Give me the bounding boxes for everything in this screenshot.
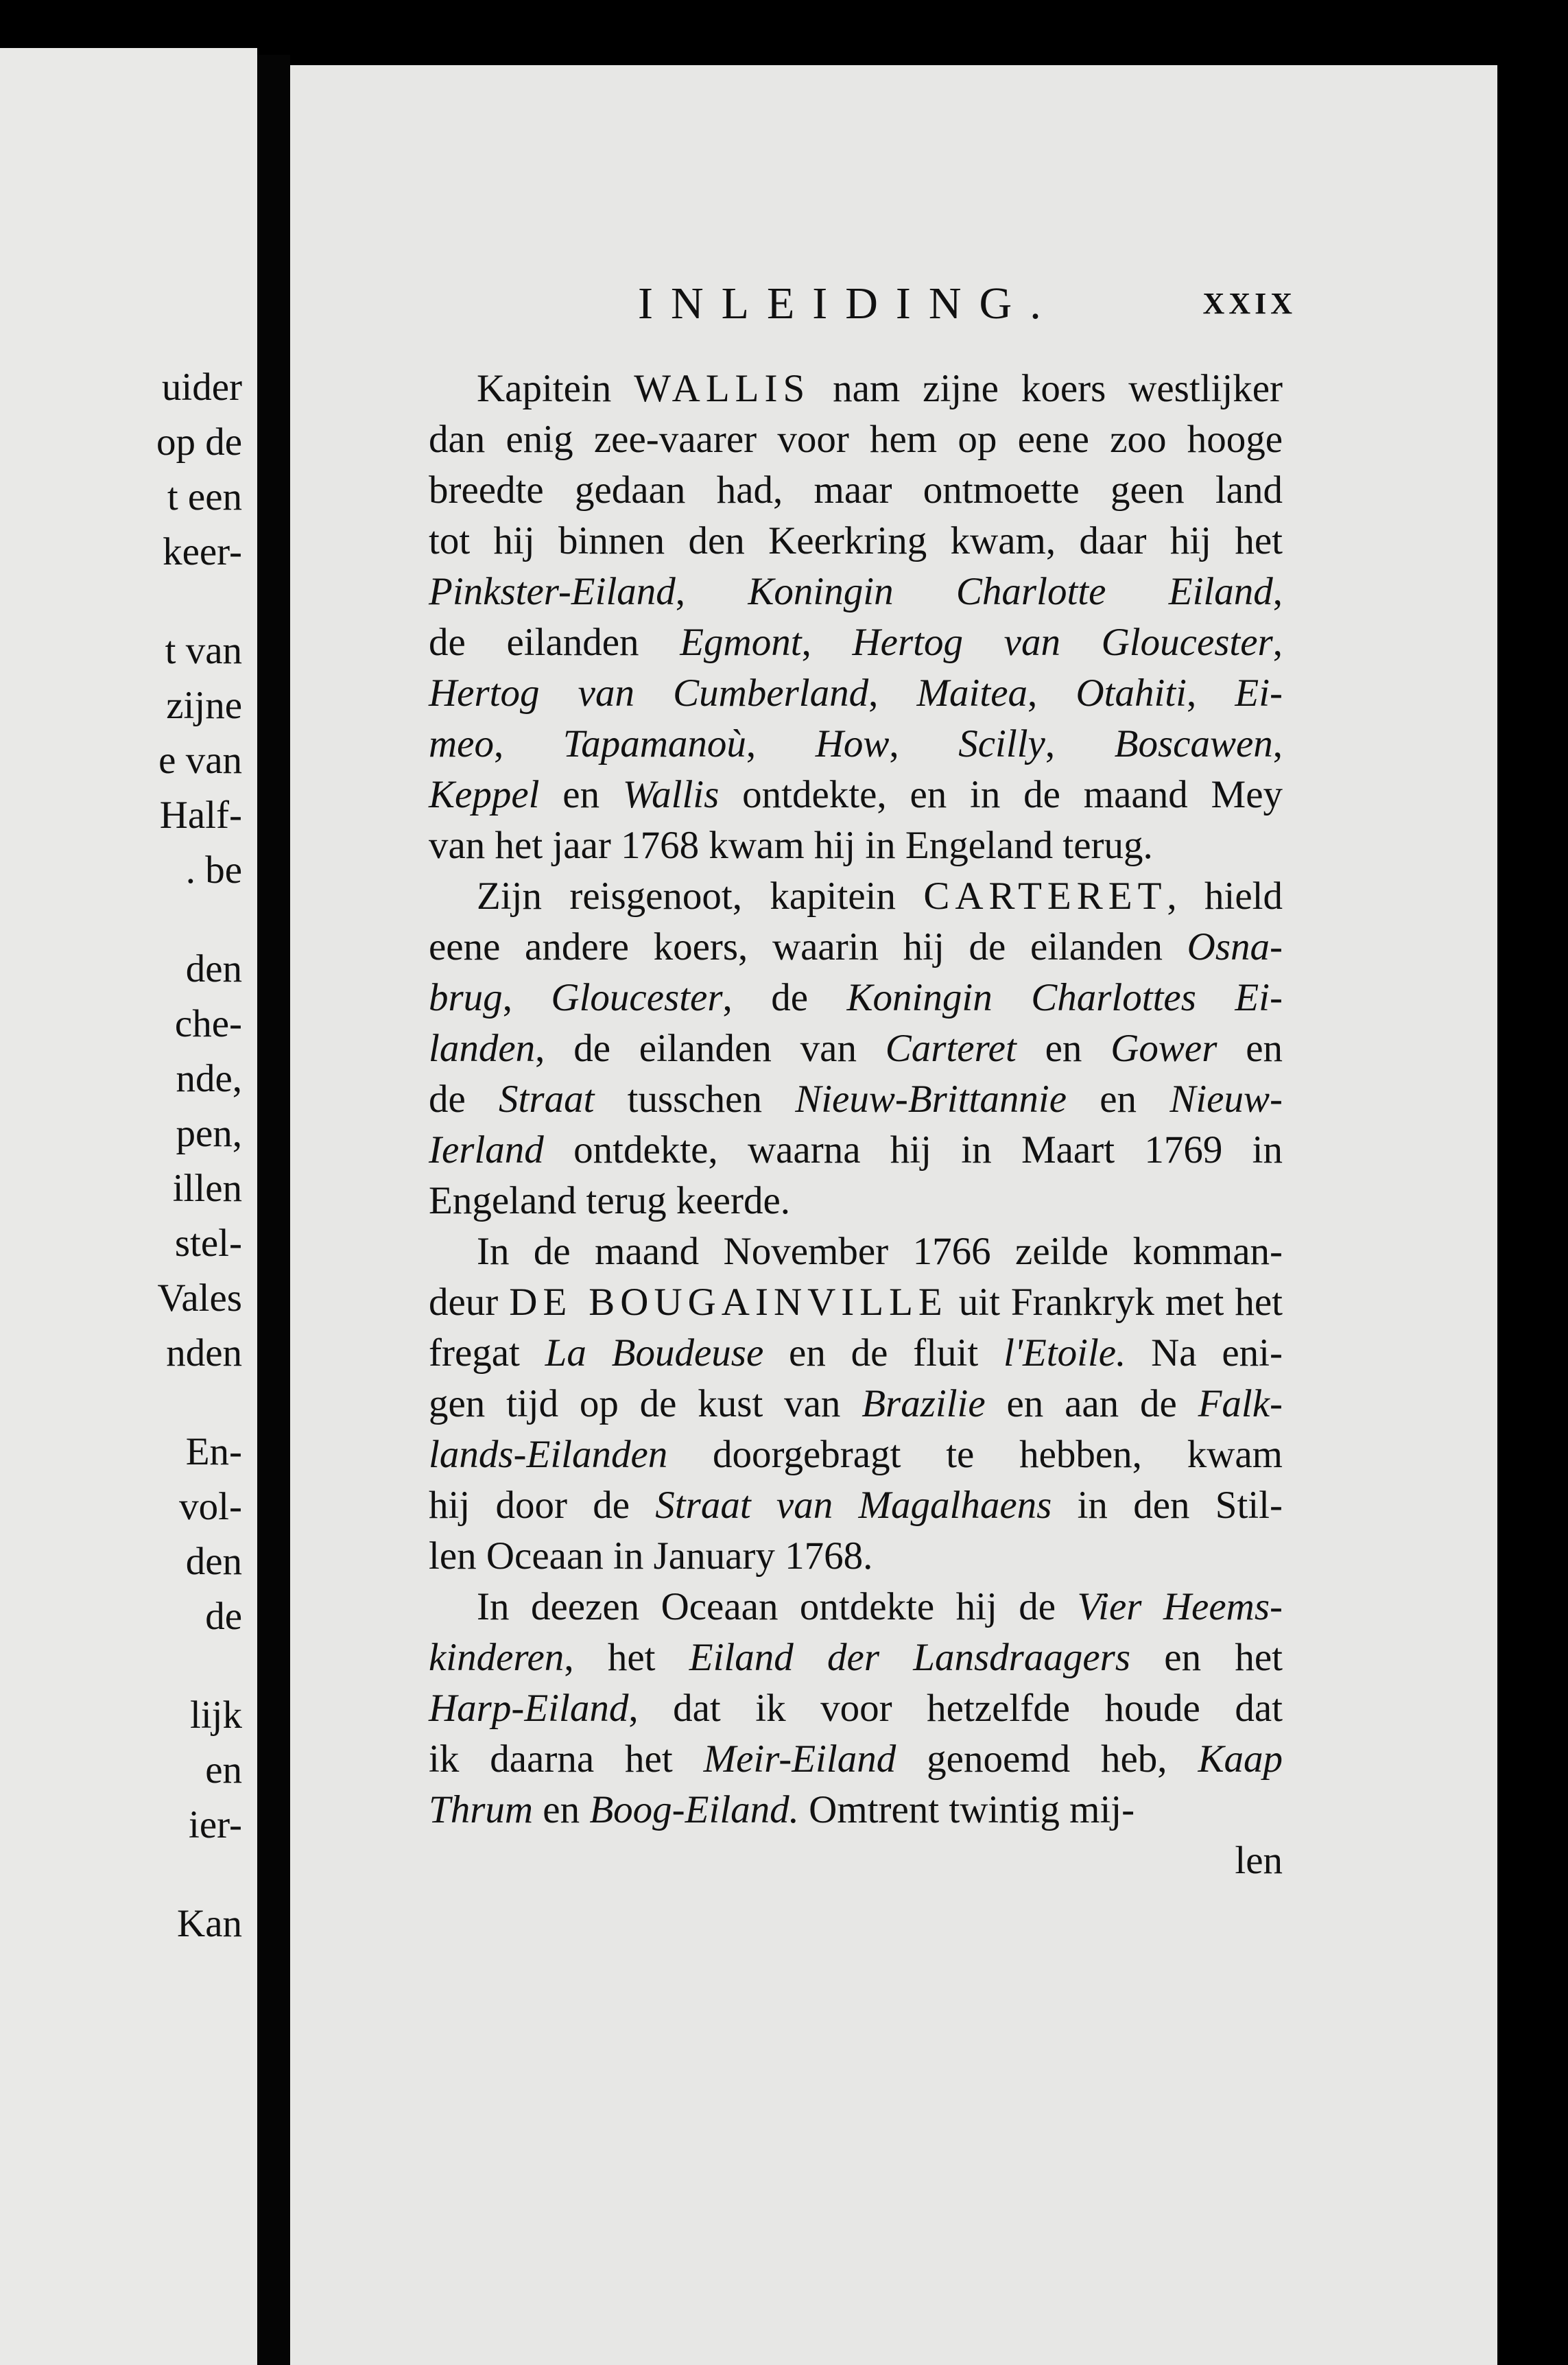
text-segment: en de fluit — [763, 1331, 1003, 1375]
text-segment: en — [1016, 1027, 1111, 1070]
text-segment: Omtrent twintig mij- — [798, 1788, 1135, 1831]
text-line — [429, 1125, 1283, 1176]
italic-text: lands-Eilanden — [429, 1433, 668, 1476]
left-page-line: t een — [167, 475, 242, 519]
italic-text: Koningin Charlotte Eiland — [748, 570, 1273, 613]
text-segment: , — [493, 722, 563, 765]
left-page-line: stel- — [174, 1222, 242, 1265]
left-page-line — [156, 1644, 242, 1688]
italic-text: Pinkster-Eiland — [429, 570, 676, 613]
italic-text: l'Etoile. — [1003, 1331, 1126, 1375]
text-segment: , — [1272, 570, 1283, 613]
text-line — [429, 1328, 1283, 1379]
text-segment: en het — [1130, 1636, 1283, 1679]
italic-text: kinderen — [429, 1636, 565, 1679]
left-page-line: Half- — [159, 794, 242, 837]
left-page-line: de — [205, 1595, 242, 1638]
text-segment: doorgebragt te hebben, kwam — [667, 1433, 1283, 1476]
text-segment: genoemd heb, — [896, 1737, 1198, 1781]
text-line — [429, 871, 1283, 922]
italic-text: Wallis — [622, 773, 720, 816]
italic-text: Koningin Charlottes Ei- — [846, 976, 1283, 1019]
italic-text: Maitea — [916, 672, 1028, 715]
italic-text: Harp-Eiland — [429, 1687, 629, 1730]
left-page-line — [156, 1381, 242, 1425]
left-page-line — [156, 1853, 242, 1897]
text-segment: , — [1272, 722, 1283, 765]
text-line — [429, 719, 1283, 770]
left-page-line: den — [185, 1540, 242, 1583]
italic-text: brug — [429, 976, 503, 1019]
text-segment: Engeland terug keerde. — [429, 1179, 790, 1222]
italic-text: Nieuw-Brittannie — [795, 1078, 1067, 1121]
italic-text: Ei- — [1235, 672, 1283, 715]
text-segment: Na eni- — [1126, 1331, 1283, 1375]
small-caps-name: WALLIS — [634, 367, 811, 410]
text-segment: , — [801, 621, 853, 664]
text-line — [429, 973, 1283, 1023]
left-page-text — [156, 360, 242, 1951]
italic-text: meo — [429, 722, 494, 765]
text-segment: dan enig zee-vaarer voor hem op eene zoo hooge — [429, 418, 1283, 461]
running-head-title: INLEIDING. — [638, 278, 1059, 329]
italic-text: Carteret — [885, 1027, 1017, 1070]
text-segment: de eilanden — [429, 621, 680, 664]
left-page-line: lijk — [189, 1693, 242, 1737]
text-segment: tot hij binnen den Keerkring kwam, daar hij het — [429, 519, 1283, 562]
italic-text: Keppel — [429, 773, 540, 816]
text-segment: deur — [429, 1281, 510, 1324]
text-line — [429, 617, 1283, 668]
text-segment: , — [746, 722, 816, 765]
left-page-line: Kan — [177, 1902, 242, 1945]
italic-text: Ierland — [429, 1128, 544, 1172]
italic-text: Gloucester — [551, 976, 723, 1019]
text-segment: tusschen — [594, 1078, 796, 1121]
italic-text: Vier Heems- — [1077, 1585, 1283, 1628]
left-page-line — [156, 580, 242, 623]
text-segment: , — [1045, 722, 1115, 765]
italic-text: Otahiti — [1076, 672, 1187, 715]
text-line — [429, 1429, 1283, 1480]
text-segment: breedte gedaan had, maar ontmoette geen land — [429, 468, 1283, 512]
text-segment: gen tijd op de kust van — [429, 1382, 862, 1425]
text-segment: , — [889, 722, 959, 765]
italic-text: Gower — [1110, 1027, 1217, 1070]
text-segment: , hield — [1167, 875, 1283, 918]
italic-text: Egmont — [680, 621, 802, 664]
text-segment: en — [539, 773, 623, 816]
text-line — [429, 1582, 1283, 1632]
text-segment: , — [1186, 672, 1235, 715]
paragraph — [429, 871, 1283, 1226]
left-page-line: . be — [185, 848, 242, 892]
italic-text: Meir-Eiland — [703, 1737, 896, 1781]
left-page-line: nde, — [176, 1057, 242, 1100]
text-segment: nam zijne koers westlijker — [810, 367, 1283, 410]
italic-text: Eiland der Lansdraagers — [689, 1636, 1131, 1679]
italic-text: Straat — [499, 1078, 595, 1121]
text-segment: en — [1067, 1078, 1170, 1121]
italic-text: Hertog van Cumberland — [429, 672, 869, 715]
italic-text: La Boudeuse — [545, 1331, 764, 1375]
text-line — [429, 1379, 1283, 1429]
italic-text: Straat van Magalhaens — [655, 1484, 1052, 1527]
text-line — [429, 820, 1283, 871]
text-segment: ik daarna het — [429, 1737, 704, 1781]
left-page-line: pen, — [176, 1112, 242, 1155]
text-segment: , — [502, 976, 551, 1019]
text-line — [429, 1531, 1283, 1582]
text-segment: en aan de — [985, 1382, 1198, 1425]
text-segment: en — [533, 1788, 590, 1831]
text-line — [429, 516, 1283, 567]
text-segment: , het — [564, 1636, 689, 1679]
left-page-line: En- — [185, 1430, 242, 1473]
text-line — [429, 1074, 1283, 1125]
text-segment: en — [1217, 1027, 1283, 1070]
text-segment: In de maand November 1766 zeilde komman- — [477, 1230, 1283, 1273]
left-page-line: Vales — [157, 1276, 242, 1320]
paragraph — [429, 1226, 1283, 1582]
italic-text: Hertog van Gloucester — [852, 621, 1273, 664]
text-line — [429, 465, 1283, 516]
text-segment: ontdekte, en in de maand Mey — [719, 773, 1283, 816]
paragraph — [429, 1582, 1283, 1835]
text-segment: , — [868, 672, 917, 715]
italic-text: Falk- — [1198, 1382, 1283, 1425]
text-segment: eene andere koers, waarin hij de eilanden — [429, 925, 1187, 968]
text-line — [429, 1176, 1283, 1226]
italic-text: Osna- — [1187, 925, 1283, 968]
text-segment: len Oceaan in January 1768. — [429, 1534, 873, 1578]
italic-text: Brazilie — [862, 1382, 986, 1425]
text-line — [429, 567, 1283, 617]
body-text — [429, 364, 1283, 1886]
left-page-line: ier- — [189, 1803, 242, 1846]
text-segment: Kapitein — [477, 367, 634, 410]
left-page-line: uider — [161, 366, 242, 409]
left-page-fragment — [0, 48, 257, 2365]
left-page-line: vol- — [179, 1485, 242, 1528]
italic-text: Boscawen — [1114, 722, 1273, 765]
italic-text: Thrum — [429, 1788, 534, 1831]
left-page-line — [156, 898, 242, 942]
left-page-line: e van — [158, 739, 242, 782]
text-line — [429, 668, 1283, 719]
text-segment: de — [429, 1078, 499, 1121]
text-line — [429, 364, 1283, 414]
text-line — [429, 1734, 1283, 1785]
text-segment: , — [1027, 672, 1076, 715]
italic-text: Tapamanoù — [562, 722, 746, 765]
text-line — [429, 1480, 1283, 1531]
text-segment: , dat ik voor hetzelfde houde dat — [628, 1687, 1283, 1730]
italic-text: Boog-Eiland. — [589, 1788, 799, 1831]
page-number: XXIX — [1202, 287, 1296, 320]
text-segment: hij door de — [429, 1484, 656, 1527]
left-page-line: che- — [174, 1002, 242, 1045]
text-segment: in den Stil- — [1052, 1484, 1283, 1527]
italic-text: Scilly — [958, 722, 1045, 765]
paragraph — [429, 364, 1283, 871]
small-caps-name: CARTERET — [923, 875, 1167, 918]
small-caps-name: DE BOUGAINVILLE — [509, 1281, 948, 1324]
text-line — [429, 1632, 1283, 1683]
left-page-line: op de — [156, 420, 242, 464]
text-line — [429, 1226, 1283, 1277]
left-page-line: den — [185, 947, 242, 990]
text-line — [429, 770, 1283, 820]
text-segment: ontdekte, waarna hij in Maart 1769 in — [543, 1128, 1283, 1172]
italic-text: landen — [429, 1027, 536, 1070]
text-segment: Zijn reisgenoot, kapitein — [477, 875, 924, 918]
text-segment: uit Frankryk met het — [947, 1281, 1283, 1324]
text-line — [429, 1277, 1283, 1328]
italic-text: Nieuw- — [1169, 1078, 1283, 1121]
text-segment: , de — [722, 976, 847, 1019]
italic-text: Kaap — [1198, 1737, 1283, 1781]
text-segment: fregat — [429, 1331, 545, 1375]
left-page-line: illen — [172, 1167, 242, 1210]
text-line — [429, 1683, 1283, 1734]
text-line — [429, 1785, 1283, 1835]
text-segment: , — [1272, 621, 1283, 664]
running-head — [638, 278, 1296, 340]
italic-text: How — [815, 722, 890, 765]
text-line — [429, 414, 1283, 465]
left-page-line: t van — [165, 629, 242, 672]
left-page-line: keer- — [163, 530, 242, 573]
left-page-line: en — [205, 1748, 242, 1792]
text-segment: van het jaar 1768 kwam hij in Engeland terug. — [429, 824, 1153, 867]
catchword: len — [1235, 1839, 1283, 1882]
text-segment: In deezen Oceaan ontdekte hij de — [477, 1585, 1078, 1628]
left-page-line: zijne — [166, 684, 242, 727]
book-gutter — [257, 55, 290, 2365]
scan-border — [1497, 0, 1568, 2365]
text-line — [429, 1023, 1283, 1074]
text-line — [429, 922, 1283, 973]
text-segment: , — [675, 570, 748, 613]
text-segment: , de eilanden van — [535, 1027, 886, 1070]
left-page-line: nden — [166, 1331, 242, 1375]
